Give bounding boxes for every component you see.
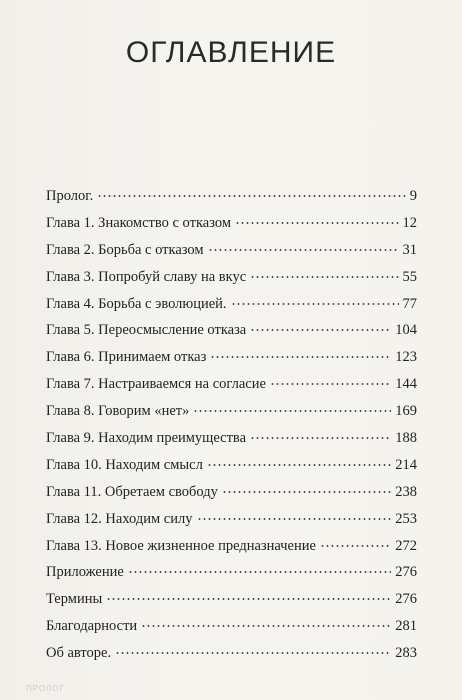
toc-entry — [46, 291, 417, 318]
toc-entry-page-number: 214 — [395, 456, 417, 473]
dot-leader — [231, 292, 399, 306]
dot-leader — [250, 265, 398, 279]
dot-leader — [106, 587, 391, 601]
toc-entry-page-number: 31 — [402, 241, 417, 258]
toc-entry-page-number: 238 — [395, 483, 417, 500]
dot-leader — [128, 560, 391, 574]
dot-leader — [97, 184, 406, 198]
dot-leader — [207, 453, 391, 467]
toc-entry-page-number: 253 — [395, 510, 417, 527]
toc-entry-label: Приложение — [46, 564, 124, 581]
toc-entry — [46, 317, 417, 344]
dot-leader — [222, 480, 391, 494]
dot-leader — [210, 345, 391, 359]
toc-entry — [46, 398, 417, 425]
toc-entry-label: Об авторе. — [46, 645, 112, 662]
toc-entry-label: Глава 6. Принимаем отказ — [46, 349, 207, 366]
toc-entry-page-number: 276 — [395, 564, 417, 581]
toc-entry — [46, 425, 417, 452]
toc-entry-label: Глава 5. Переосмысление отказа — [46, 322, 247, 339]
toc-entry — [46, 371, 417, 398]
toc-entry — [46, 183, 417, 210]
toc-entry-label: Глава 7. Настраиваемся на согласие — [46, 376, 266, 393]
toc-entry — [46, 452, 417, 479]
page-title: ОГЛАВЛЕНИЕ — [125, 36, 337, 69]
toc-entry-label: Термины — [46, 591, 103, 608]
toc-entry — [46, 613, 417, 640]
dot-leader — [250, 318, 391, 332]
toc-entry-page-number: 144 — [395, 376, 417, 393]
dot-leader — [208, 238, 399, 252]
toc-entry — [46, 559, 417, 586]
dot-leader — [193, 399, 391, 413]
toc-entry-page-number: 55 — [402, 268, 417, 285]
toc-entry-label: Глава 10. Находим смысл — [46, 456, 203, 473]
toc-entry — [46, 640, 417, 667]
toc-entry-label: Глава 11. Обретаем свободу — [46, 483, 218, 500]
toc-entry — [46, 237, 417, 264]
toc-entry — [46, 264, 417, 291]
toc-entry-page-number: 283 — [395, 645, 417, 662]
dot-leader — [197, 507, 392, 521]
toc-entry-label: Глава 9. Находим преимущества — [46, 430, 247, 447]
toc-entry-label: Пролог. — [46, 188, 94, 204]
toc-entry-page-number: 123 — [395, 349, 417, 366]
toc-entry-label: Благодарности — [46, 618, 138, 635]
dot-leader — [115, 641, 391, 655]
toc-entry-label: Глава 8. Говорим «нет» — [46, 403, 190, 420]
toc-entry — [46, 479, 417, 506]
toc-entry — [46, 533, 417, 560]
toc-entry-label: Глава 2. Борьба с отказом — [46, 241, 204, 258]
toc-entry-page-number: 104 — [395, 322, 417, 339]
toc-entry — [46, 506, 417, 533]
dot-leader — [250, 426, 391, 440]
toc-entry — [46, 344, 417, 371]
dot-leader — [320, 534, 391, 548]
toc-entry-label: Глава 1. Знакомство с отказом — [46, 214, 232, 231]
toc-entry — [46, 210, 417, 237]
table-of-contents — [46, 183, 417, 667]
toc-entry — [46, 586, 417, 613]
toc-entry-label: Глава 13. Новое жизненное предназначение — [46, 537, 316, 554]
running-footer: ПРОЛОГ — [26, 684, 65, 693]
toc-entry-page-number: 276 — [395, 591, 417, 608]
toc-entry-label: Глава 4. Борьба с эволюцией. — [46, 295, 227, 312]
toc-entry-page-number: 272 — [395, 537, 417, 554]
toc-entry-label: Глава 3. Попробуй славу на вкус — [46, 268, 247, 285]
toc-entry-page-number: 12 — [402, 214, 417, 231]
toc-entry-page-number: 77 — [402, 295, 417, 312]
dot-leader — [270, 372, 391, 386]
dot-leader — [235, 211, 398, 225]
toc-entry-label: Глава 12. Находим силу — [46, 510, 193, 527]
toc-entry-page-number: 9 — [409, 188, 417, 204]
toc-entry-page-number: 188 — [395, 430, 417, 447]
dot-leader — [141, 614, 391, 628]
toc-entry-page-number: 281 — [395, 618, 417, 635]
toc-entry-page-number: 169 — [395, 403, 417, 420]
